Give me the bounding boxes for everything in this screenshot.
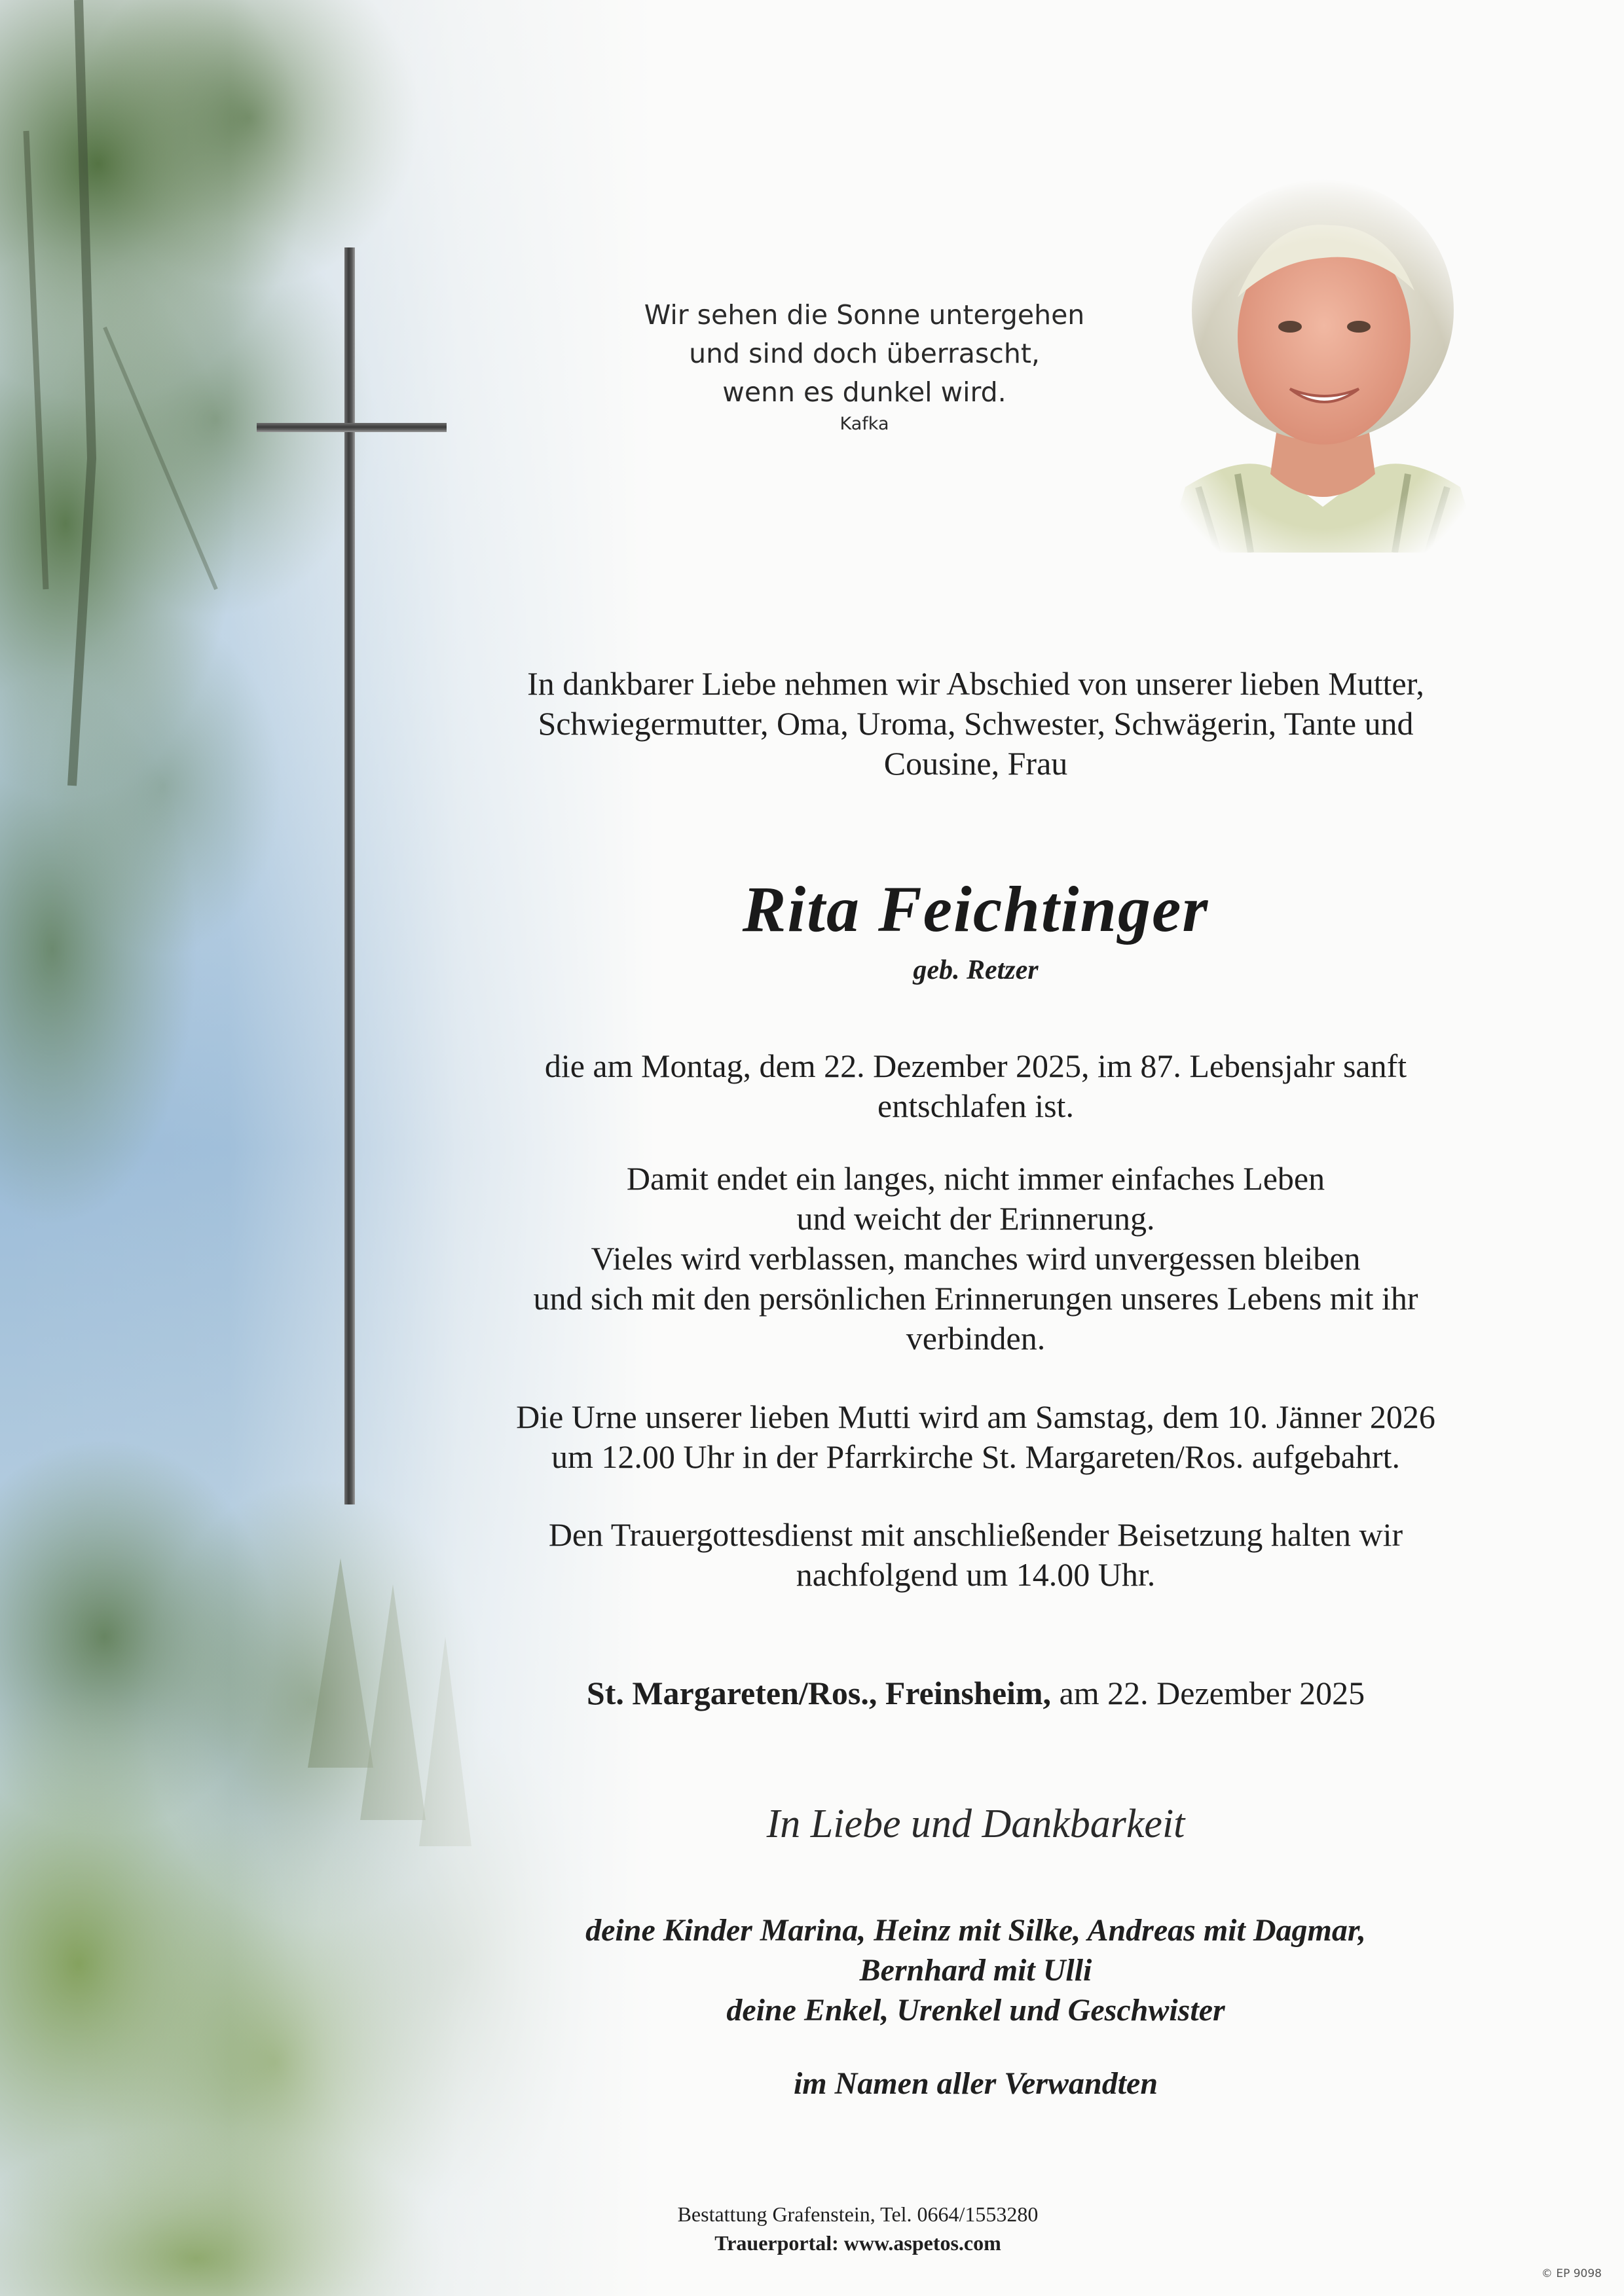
memorial-quote [589,296,1139,435]
urn-line: um 12.00 Uhr in der Pfarrkirche St. Margareten/Ros. aufgebahrt. [551,1438,1400,1475]
family-line: deine Kinder Marina, Heinz mit Silke, Andreas mit Dagmar, [585,1913,1366,1948]
places: St. Margareten/Ros., Freinsheim, [586,1675,1052,1711]
reflection-line: und weicht der Erinnerung. [796,1200,1155,1237]
relatives-line: im Namen aller Verwandten [793,2066,1158,2101]
intro-line: Schwiegermutter, Oma, Uroma, Schwester, Schwägerin, Tante und [538,705,1414,742]
memorial-portal-link[interactable]: Trauerportal: www.aspetos.com [714,2231,1001,2255]
quote-line: Wir sehen die Sonne untergehen [644,299,1085,331]
urn-line: Die Urne unserer lieben Mutti wird am Samstag, dem 10. Jänner 2026 [516,1398,1435,1435]
notice-date: am 22. Dezember 2025 [1059,1675,1365,1711]
birth-name: geb. Retzer [913,955,1039,985]
urn-viewing-notice [445,1397,1506,1477]
closing-phrase: In Liebe und Dankbarkeit [766,1802,1185,1846]
portrait-photo [1159,179,1486,553]
intro-line: Cousine, Frau [883,745,1068,782]
reflection-text [445,1159,1506,1358]
mourning-family [445,1910,1506,2030]
reflection-line: Damit endet ein langes, nicht immer einfaches Leben [626,1160,1325,1197]
quote-author: Kafka [840,414,889,434]
undertaker-footer [589,2200,1126,2257]
service-line: nachfolgend um 14.00 Uhr. [796,1556,1156,1593]
reflection-line: verbinden. [906,1320,1046,1357]
death-notice-line: entschlafen ist. [877,1087,1074,1124]
undertaker-contact: Bestattung Grafenstein, Tel. 0664/1553280 [677,2202,1039,2226]
farewell-introduction [445,664,1506,784]
quote-line: wenn es dunkel wird. [722,376,1006,408]
death-notice [445,1046,1506,1126]
reflection-line: Vieles wird verblassen, manches wird unvergessen bleiben [591,1240,1361,1277]
template-code: © EP 9098 [1541,2267,1602,2280]
quote-line: und sind doch überrascht, [689,338,1040,369]
cross-vertical-beam [344,247,355,1504]
death-notice-line: die am Montag, dem 22. Dezember 2025, im 87. Lebensjahr sanft [544,1048,1407,1084]
cross-horizontal-beam [257,423,447,432]
intro-line: In dankbarer Liebe nehmen wir Abschied von unserer lieben Mutter, [527,665,1424,702]
funeral-service-notice [445,1515,1506,1595]
place-and-date [445,1673,1506,1713]
deceased-name: Rita Feichtinger [742,873,1209,945]
reflection-line: und sich mit den persönlichen Erinnerungen unseres Lebens mit ihr [533,1280,1418,1317]
family-line: Bernhard mit Ulli [859,1953,1092,1988]
family-line: deine Enkel, Urenkel und Geschwister [726,1993,1225,2028]
service-line: Den Trauergottesdienst mit anschließender Beisetzung halten wir [548,1516,1403,1553]
